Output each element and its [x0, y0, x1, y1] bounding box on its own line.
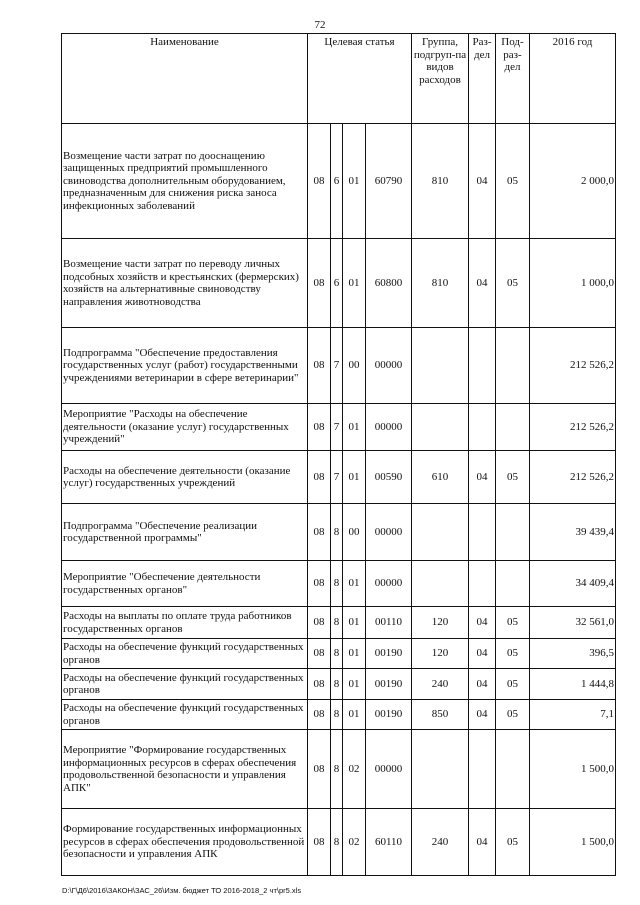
amount-2016: 2 000,0	[530, 124, 616, 239]
row-name: Подпрограмма "Обеспечение реализации государственной программы"	[62, 504, 308, 561]
target-code-2: 8	[331, 809, 343, 876]
expense-group	[412, 561, 469, 607]
amount-2016: 212 526,2	[530, 451, 616, 504]
row-name: Формирование государственных информационных ресурсов в сферах обеспечения продовольственной безопасности и управления АПК	[62, 809, 308, 876]
target-code-4: 00590	[366, 451, 412, 504]
row-name: Мероприятие "Расходы на обеспечение деятельности (оказание услуг) государственных учреждений"	[62, 404, 308, 451]
row-name: Возмещение части затрат по дооснащению защищенных предприятий промышленного свиноводства дополнительным оборудованием, предназначенным для снижения риска заноса инфекционных заболеваний	[62, 124, 308, 239]
table-row	[62, 404, 616, 451]
target-code-3: 00	[343, 328, 366, 404]
table-row	[62, 700, 616, 730]
target-code-1: 08	[308, 639, 331, 669]
section-code: 04	[469, 451, 496, 504]
target-code-1: 08	[308, 451, 331, 504]
header-subsection: Под-раз-дел	[496, 34, 530, 124]
target-code-2: 8	[331, 730, 343, 809]
target-code-3: 01	[343, 404, 366, 451]
target-code-1: 08	[308, 404, 331, 451]
amount-2016: 1 500,0	[530, 809, 616, 876]
target-code-2: 8	[331, 700, 343, 730]
target-code-3: 01	[343, 669, 366, 700]
target-code-4: 00000	[366, 561, 412, 607]
table-row	[62, 639, 616, 669]
target-code-3: 01	[343, 639, 366, 669]
table-row	[62, 239, 616, 328]
amount-2016: 1 000,0	[530, 239, 616, 328]
section-code: 04	[469, 809, 496, 876]
amount-2016: 212 526,2	[530, 328, 616, 404]
expense-group: 240	[412, 809, 469, 876]
subsection-code	[496, 730, 530, 809]
subsection-code: 05	[496, 124, 530, 239]
section-code: 04	[469, 669, 496, 700]
table-row	[62, 124, 616, 239]
target-code-1: 08	[308, 669, 331, 700]
subsection-code: 05	[496, 239, 530, 328]
target-code-2: 7	[331, 328, 343, 404]
table-row	[62, 809, 616, 876]
expense-group	[412, 404, 469, 451]
row-name: Мероприятие "Обеспечение деятельности государственных органов"	[62, 561, 308, 607]
target-code-1: 08	[308, 504, 331, 561]
target-code-2: 8	[331, 504, 343, 561]
target-code-3: 00	[343, 504, 366, 561]
target-code-3: 01	[343, 451, 366, 504]
section-code	[469, 730, 496, 809]
section-code	[469, 504, 496, 561]
amount-2016: 212 526,2	[530, 404, 616, 451]
target-code-1: 08	[308, 239, 331, 328]
target-code-4: 60110	[366, 809, 412, 876]
section-code	[469, 561, 496, 607]
section-code: 04	[469, 639, 496, 669]
target-code-4: 00000	[366, 328, 412, 404]
row-name: Расходы на выплаты по оплате труда работников государственных органов	[62, 607, 308, 639]
amount-2016: 1 500,0	[530, 730, 616, 809]
expense-group: 610	[412, 451, 469, 504]
amount-2016: 1 444,8	[530, 669, 616, 700]
row-name: Расходы на обеспечение функций государственных органов	[62, 639, 308, 669]
target-code-4: 00190	[366, 639, 412, 669]
amount-2016: 39 439,4	[530, 504, 616, 561]
target-code-3: 01	[343, 700, 366, 730]
table-row	[62, 561, 616, 607]
target-code-4: 00110	[366, 607, 412, 639]
expense-group: 810	[412, 239, 469, 328]
row-name: Расходы на обеспечение функций государственных органов	[62, 669, 308, 700]
target-code-4: 00190	[366, 669, 412, 700]
header-year: 2016 год	[530, 34, 616, 124]
file-path-footer: D:\Г\Д6\2016\ЗАКОН\ЗАС_26\Изм. бюджет ТО 2016-2018_2 чт\pr5.xls	[62, 886, 302, 895]
section-code	[469, 404, 496, 451]
target-code-2: 8	[331, 669, 343, 700]
target-code-1: 08	[308, 730, 331, 809]
target-code-1: 08	[308, 124, 331, 239]
target-code-2: 8	[331, 639, 343, 669]
target-code-3: 01	[343, 561, 366, 607]
target-code-2: 8	[331, 561, 343, 607]
target-code-1: 08	[308, 561, 331, 607]
subsection-code: 05	[496, 607, 530, 639]
section-code: 04	[469, 607, 496, 639]
target-code-4: 60800	[366, 239, 412, 328]
subsection-code	[496, 561, 530, 607]
target-code-2: 6	[331, 124, 343, 239]
amount-2016: 7,1	[530, 700, 616, 730]
target-code-1: 08	[308, 700, 331, 730]
page-number: 72	[314, 19, 326, 31]
target-code-3: 01	[343, 124, 366, 239]
target-code-2: 8	[331, 607, 343, 639]
target-code-4: 00000	[366, 504, 412, 561]
row-name: Возмещение части затрат по переводу личных подсобных хозяйств и крестьянских (фермерских) хозяйств на альтернативные свиноводству направления животноводства	[62, 239, 308, 328]
table-row	[62, 504, 616, 561]
target-code-1: 08	[308, 809, 331, 876]
target-code-4: 60790	[366, 124, 412, 239]
row-name: Расходы на обеспечение деятельности (оказание услуг) государственных учреждений	[62, 451, 308, 504]
target-code-2: 7	[331, 404, 343, 451]
subsection-code: 05	[496, 639, 530, 669]
target-code-1: 08	[308, 607, 331, 639]
target-code-3: 02	[343, 809, 366, 876]
target-code-4: 00000	[366, 730, 412, 809]
expense-group: 240	[412, 669, 469, 700]
target-code-3: 01	[343, 607, 366, 639]
section-code: 04	[469, 239, 496, 328]
expense-group	[412, 504, 469, 561]
table-row	[62, 669, 616, 700]
amount-2016: 396,5	[530, 639, 616, 669]
target-code-2: 7	[331, 451, 343, 504]
header-row	[62, 34, 616, 124]
row-name: Подпрограмма "Обеспечение предоставления государственных услуг (работ) государственными учреждениями ветеринарии в сфере ветеринарии"	[62, 328, 308, 404]
expense-group: 850	[412, 700, 469, 730]
table-row	[62, 730, 616, 809]
table-row	[62, 451, 616, 504]
target-code-4: 00190	[366, 700, 412, 730]
header-target-article: Целевая статья	[308, 34, 412, 124]
subsection-code	[496, 404, 530, 451]
subsection-code: 05	[496, 809, 530, 876]
table-row	[62, 607, 616, 639]
row-name: Расходы на обеспечение функций государственных органов	[62, 700, 308, 730]
section-code: 04	[469, 124, 496, 239]
expense-group: 810	[412, 124, 469, 239]
header-name: Наименование	[62, 34, 308, 124]
header-section: Раз-дел	[469, 34, 496, 124]
table-body	[62, 124, 616, 876]
subsection-code: 05	[496, 669, 530, 700]
target-code-3: 01	[343, 239, 366, 328]
section-code: 04	[469, 700, 496, 730]
expense-group	[412, 328, 469, 404]
target-code-3: 02	[343, 730, 366, 809]
amount-2016: 32 561,0	[530, 607, 616, 639]
target-code-2: 6	[331, 239, 343, 328]
table-row	[62, 328, 616, 404]
subsection-code	[496, 328, 530, 404]
row-name: Мероприятие "Формирование государственных информационных ресурсов в сферах обеспечения продовольственной безопасности и управления АПК"	[62, 730, 308, 809]
section-code	[469, 328, 496, 404]
amount-2016: 34 409,4	[530, 561, 616, 607]
subsection-code	[496, 504, 530, 561]
budget-table	[61, 33, 616, 876]
expense-group	[412, 730, 469, 809]
expense-group: 120	[412, 607, 469, 639]
header-group: Группа, подгруп-па видов расходов	[412, 34, 469, 124]
target-code-4: 00000	[366, 404, 412, 451]
expense-group: 120	[412, 639, 469, 669]
subsection-code: 05	[496, 451, 530, 504]
target-code-1: 08	[308, 328, 331, 404]
subsection-code: 05	[496, 700, 530, 730]
